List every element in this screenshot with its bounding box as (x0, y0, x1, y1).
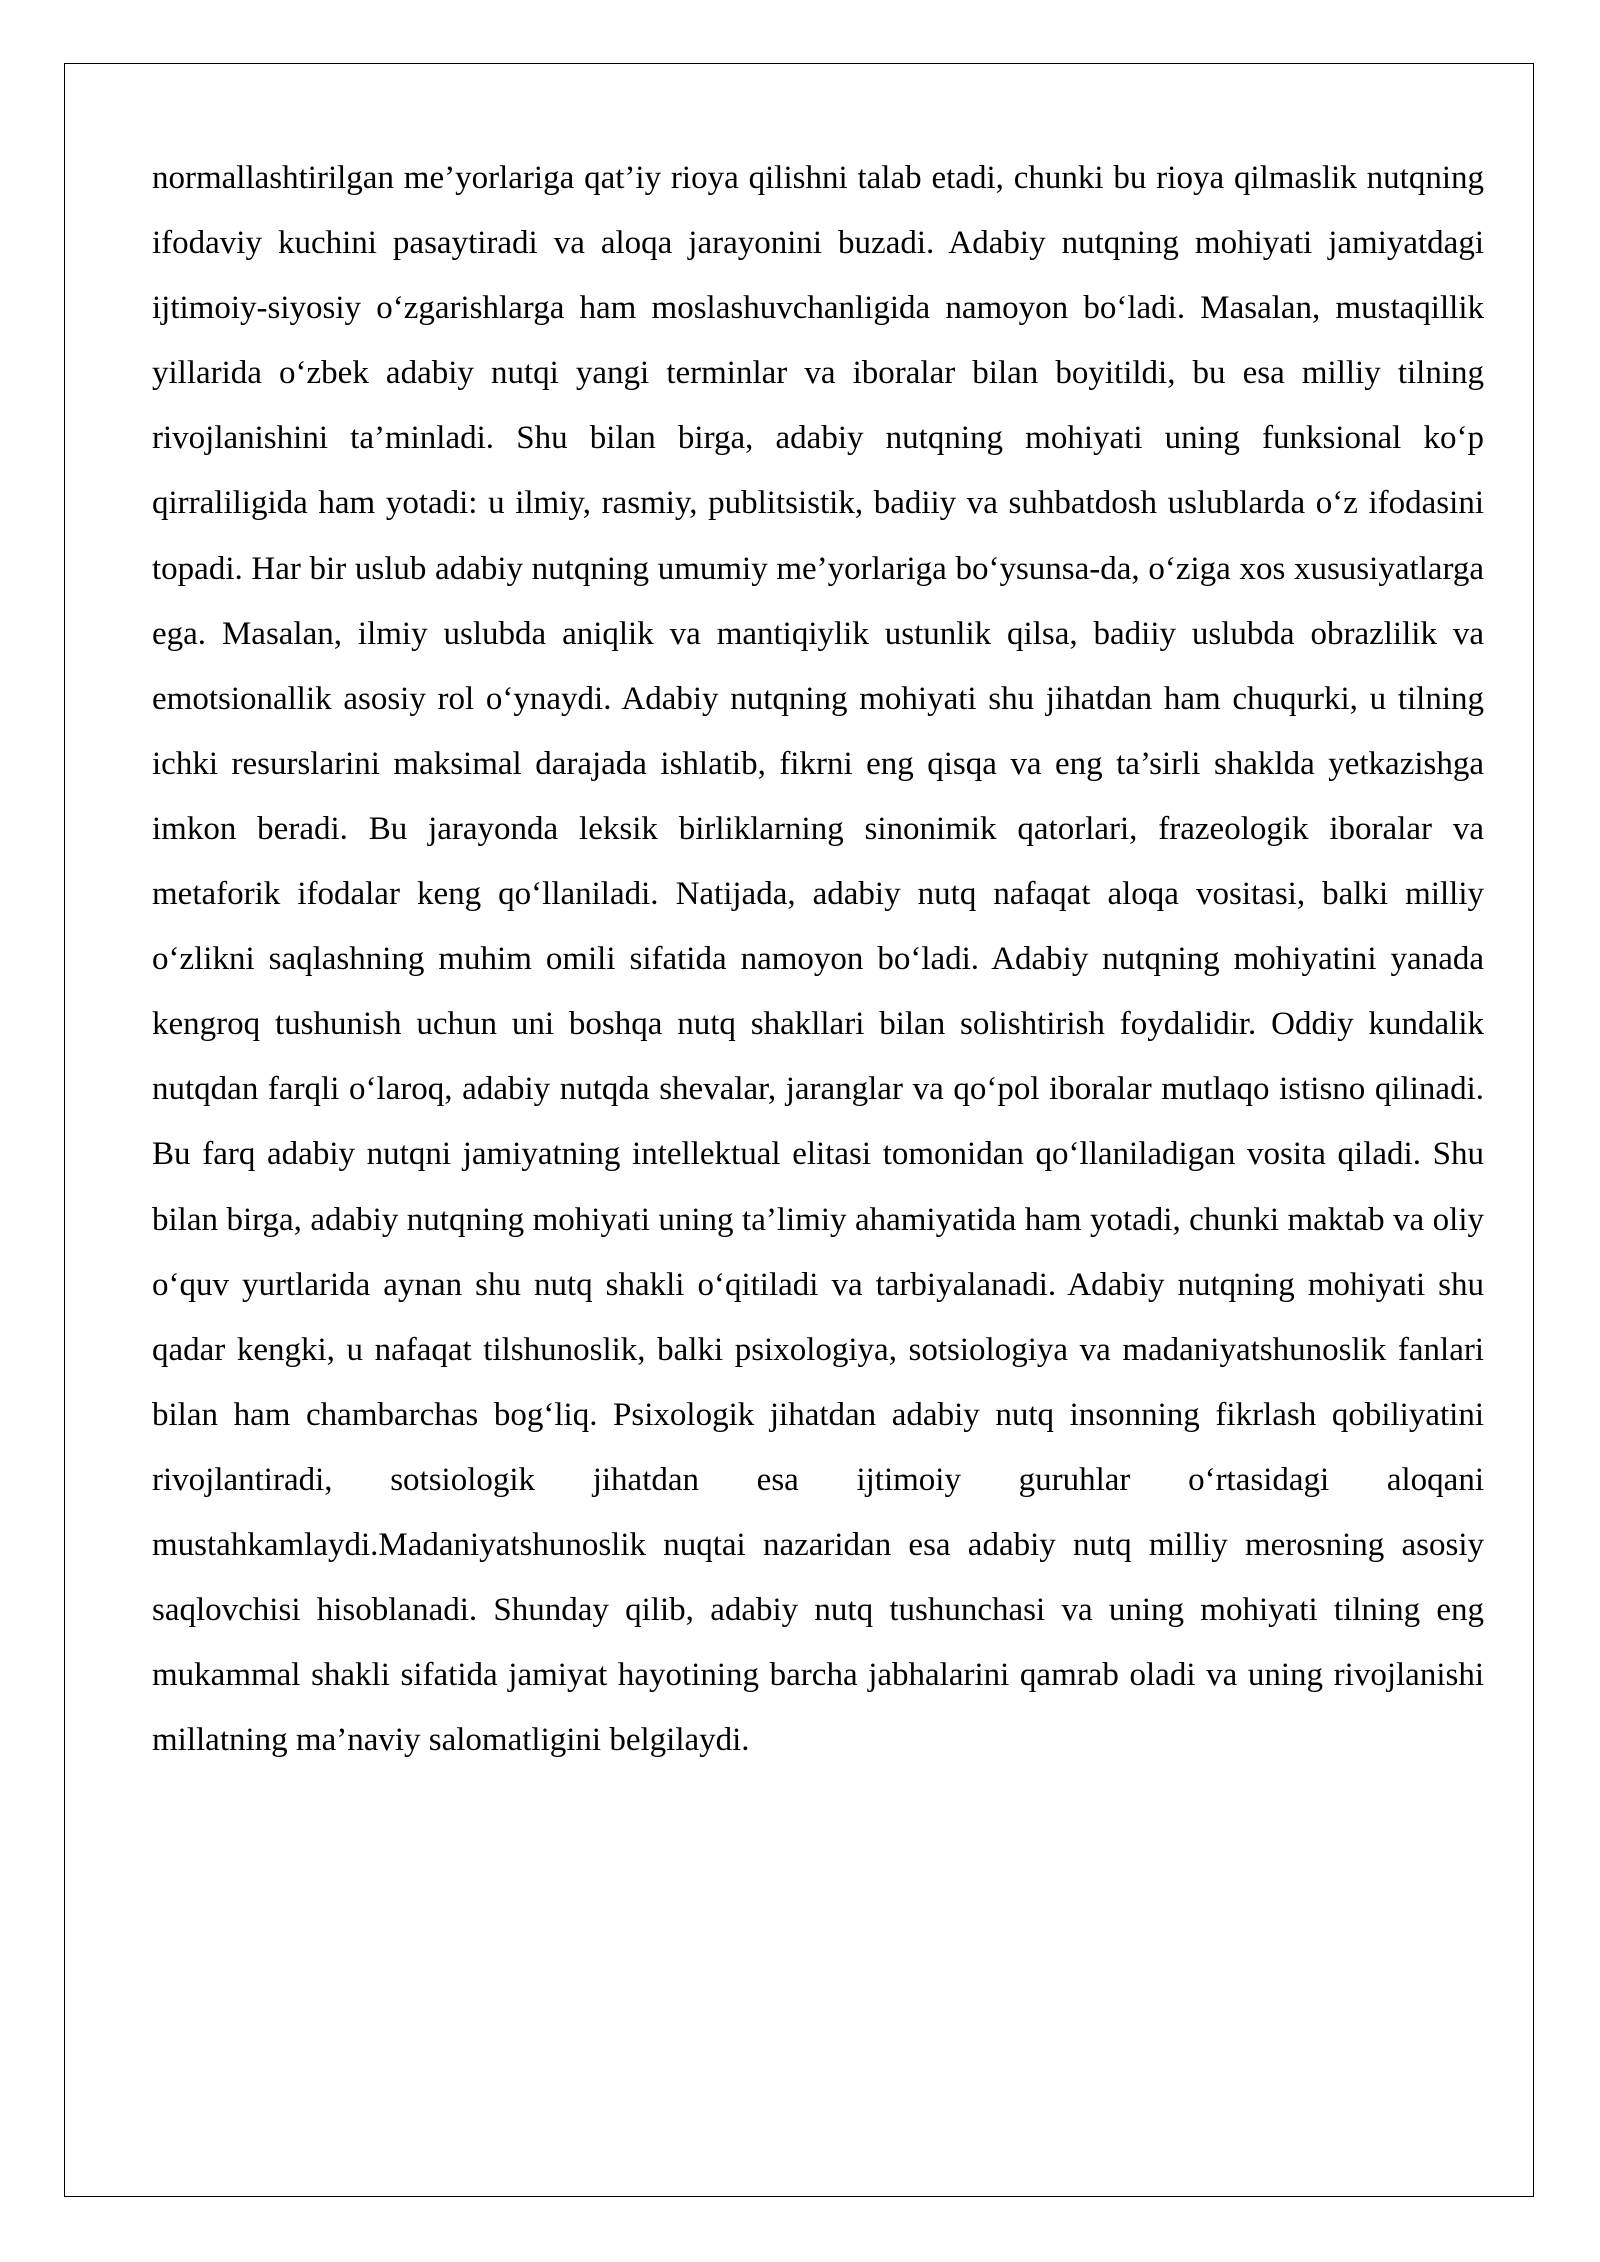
body-paragraph: normallashtirilgan me’yorlariga qat’iy rioya qilishni talab etadi, chunki bu rioya qilmaslik nutqning ifodaviy kuchini pasaytiradi va aloqa jarayonini buzadi. Adabiy nutqning mohiyati jamiyatdagi ijtimoiy-siyosiy o‘zgarishlarga ham moslashuvchanligida namoyon bo‘ladi. Masalan, mustaqillik yillarida o‘zbek adabiy nutqi yangi terminlar va iboralar bilan boyitildi, bu esa milliy tilning rivojlanishini ta’minladi. Shu bilan birga, adabiy nutqning mohiyati uning funksional ko‘p qirraliligida ham yotadi: u ilmiy, rasmiy, publitsistik, badiiy va suhbatdosh uslublarda o‘z ifodasini topadi. Har bir uslub adabiy nutqning umumiy me’yorlariga bo‘ysunsa-da, o‘ziga xos xususiyatlarga ega. Masalan, ilmiy uslubda aniqlik va mantiqiylik ustunlik qilsa, badiiy uslubda obrazlilik va emotsionallik asosiy rol o‘ynaydi. Adabiy nutqning mohiyati shu jihatdan ham chuqurki, u tilning ichki resurslarini maksimal darajada ishlatib, fikrni eng qisqa va eng ta’sirli shaklda yetkazishga imkon beradi. Bu jarayonda leksik birliklarning sinonimik qatorlari, frazeologik iboralar va metaforik ifodalar keng qo‘llaniladi. Natijada, adabiy nutq nafaqat aloqa vositasi, balki milliy o‘zlikni saqlashning muhim omili sifatida namoyon bo‘ladi. Adabiy nutqning mohiyatini yanada kengroq tushunish uchun uni boshqa nutq shakllari bilan solishtirish foydalidir. Oddiy kundalik nutqdan farqli o‘laroq, adabiy nutqda shevalar, jaranglar va qo‘pol iboralar mutlaqo istisno qilinadi. Bu farq adabiy nutqni jamiyatning intellektual elitasi tomonidan qo‘llaniladigan vosita qiladi. Shu bilan birga, adabiy nutqning mohiyati uning ta’limiy ahamiyatida ham yotadi, chunki maktab va oliy o‘quv yurtlarida aynan shu nutq shakli o‘qitiladi va tarbiyalanadi. Adabiy nutqning mohiyati shu qadar kengki, u nafaqat tilshunoslik, balki psixologiya, sotsiologiya va madaniyatshunoslik fanlari bilan ham chambarchas bog‘liq. Psixologik jihatdan adabiy nutq insonning fikrlash qobiliyatini rivojlantiradi, sotsiologik jihatdan esa ijtimoiy guruhlar o‘rtasidagi aloqani mustahkamlaydi.Madaniyatshunoslik nuqtai nazaridan esa adabiy nutq milliy merosning asosiy saqlovchisi hisoblanadi. Shunday qilib, adabiy nutq tushunchasi va uning mohiyati tilning eng mukammal shakli sifatida jamiyat hayotining barcha jabhalarini qamrab oladi va uning rivojlanishi millatning ma’naviy salomatligini belgilaydi. (152, 160, 1484, 1759)
